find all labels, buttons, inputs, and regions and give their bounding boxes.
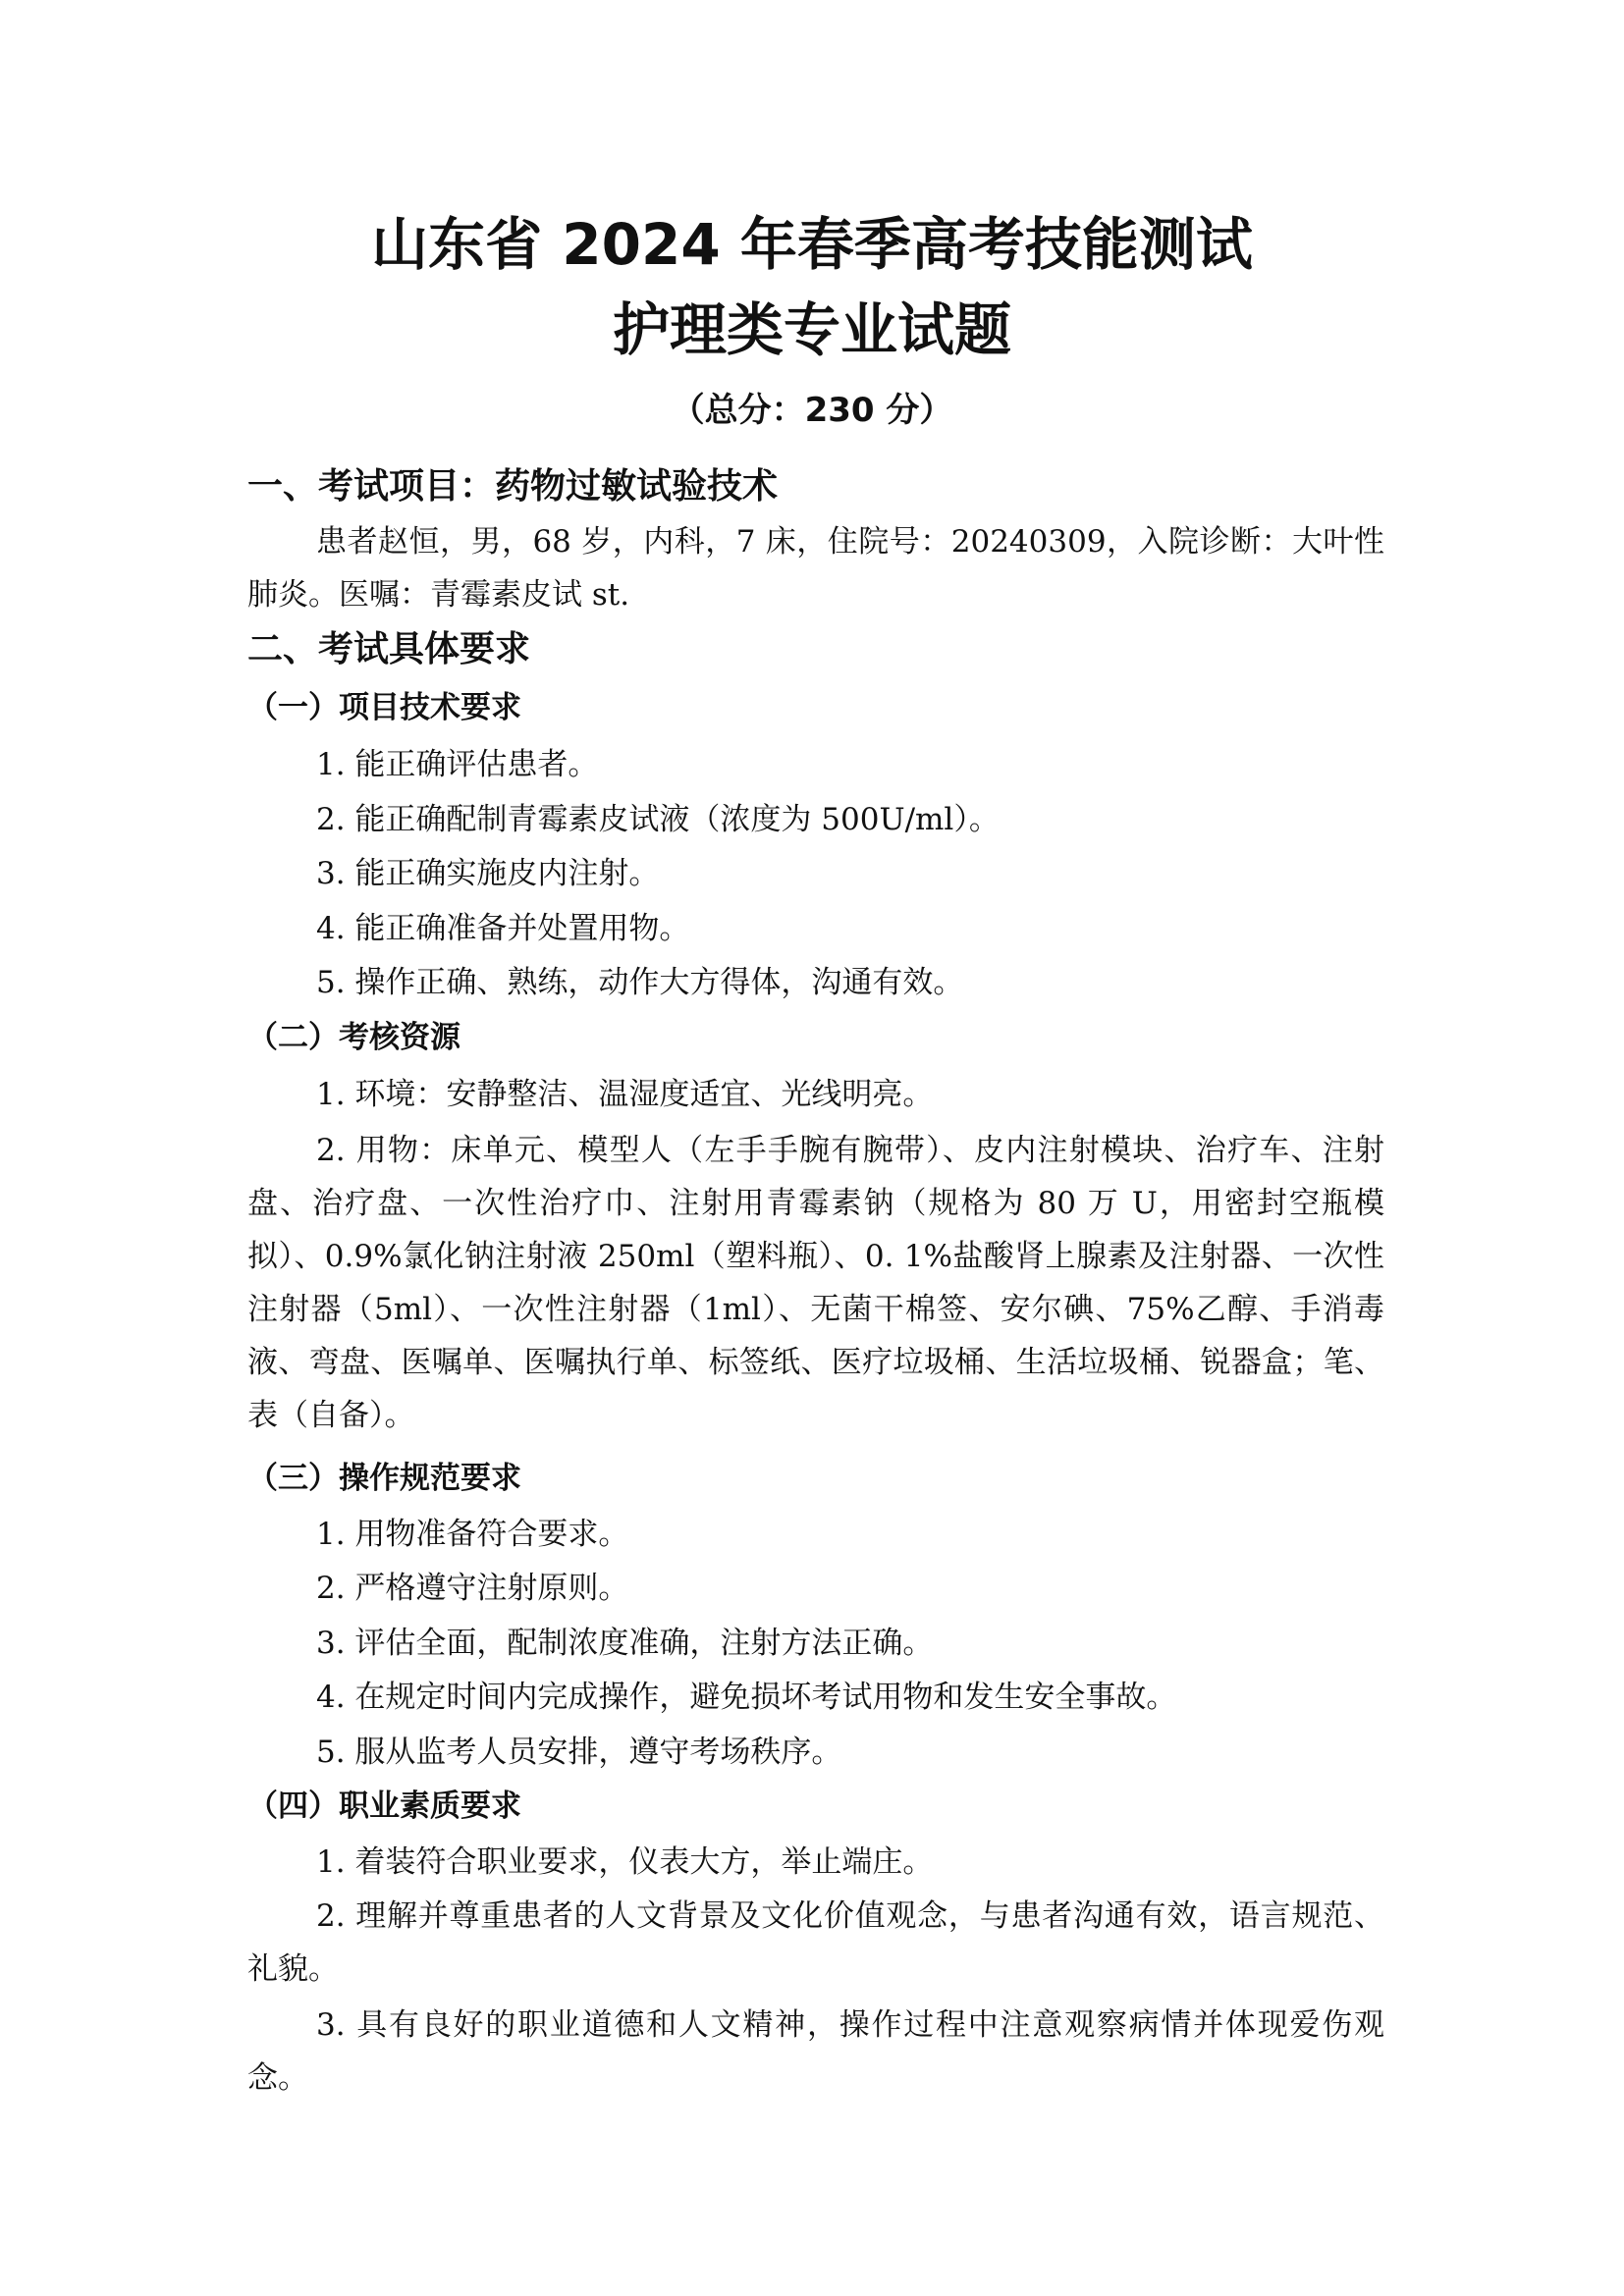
list-item: 5. 服从监考人员安排，遵守考场秩序。 [316,1735,842,1770]
case-description: 患者赵恒，男，68 岁，内科，7 床，住院号：20240309，入院诊断：大叶性肺炎。医嘱：青霉素皮试 st. [247,524,1384,613]
list-item: 4. 能正确准备并处置用物。 [316,911,690,946]
list-item: 5. 操作正确、熟练，动作大方得体，沟通有效。 [316,965,964,1000]
list-item: 2. 能正确配制青霉素皮试液（浓度为 500U/ml）。 [316,802,1000,837]
list-item: 1. 着装符合职业要求，仪表大方，举止端庄。 [316,1844,934,1880]
section-2-heading: 二、考试具体要求 [247,629,531,669]
subsection-2-heading: （二）考核资源 [247,1020,460,1055]
total-score: （总分：230 分） [671,391,953,430]
materials-paragraph: 2. 用物：床单元、模型人（左手手腕有腕带）、皮内注射模块、治疗车、注射盘、治疗盘、一次性治疗巾、注射用青霉素钠（规格为 80 万 U，用密封空瓶模拟）、0.9%氯化钠注射液 250ml（塑料瓶）、0. 1%盐酸肾上腺素及注射器、一次性注射器（5ml）、一次性注射器（1ml）、无菌干棉签、安尔碘、75%乙醇、手消毒液、弯盘、医嘱单、医嘱执行单、标签纸、医疗垃圾桶、生活垃圾桶、锐器盒；笔、表（自备）。 [247,1133,1384,1433]
list-item-paragraph: 3. 具有良好的职业道德和人文精神，操作过程中注意观察病情并体现爱伤观念。 [247,2007,1384,2096]
list-item: 1. 环境：安静整洁、温湿度适宜、光线明亮。 [316,1077,934,1112]
list-item: 1. 能正确评估患者。 [316,747,599,782]
list-item: 1. 用物准备符合要求。 [316,1517,629,1552]
section-1-heading: 一、考试项目：药物过敏试验技术 [247,466,779,507]
list-item: 4. 在规定时间内完成操作，避免损坏考试用物和发生安全事故。 [316,1680,1177,1715]
title-line-1: 山东省 2024 年春季高考技能测试 [371,211,1253,278]
subsection-1-heading: （一）项目技术要求 [247,690,521,725]
list-item: 3. 评估全面，配制浓度准确，注射方法正确。 [316,1626,934,1661]
list-item: 3. 能正确实施皮内注射。 [316,856,660,891]
title-line-2: 护理类专业试题 [612,296,1011,363]
subsection-4-heading: （四）职业素质要求 [247,1789,521,1824]
list-item: 2. 严格遵守注射原则。 [316,1571,629,1606]
subsection-3-heading: （三）操作规范要求 [247,1461,521,1496]
list-item-paragraph: 2. 理解并尊重患者的人文背景及文化价值观念，与患者沟通有效，语言规范、礼貌。 [247,1898,1384,1987]
